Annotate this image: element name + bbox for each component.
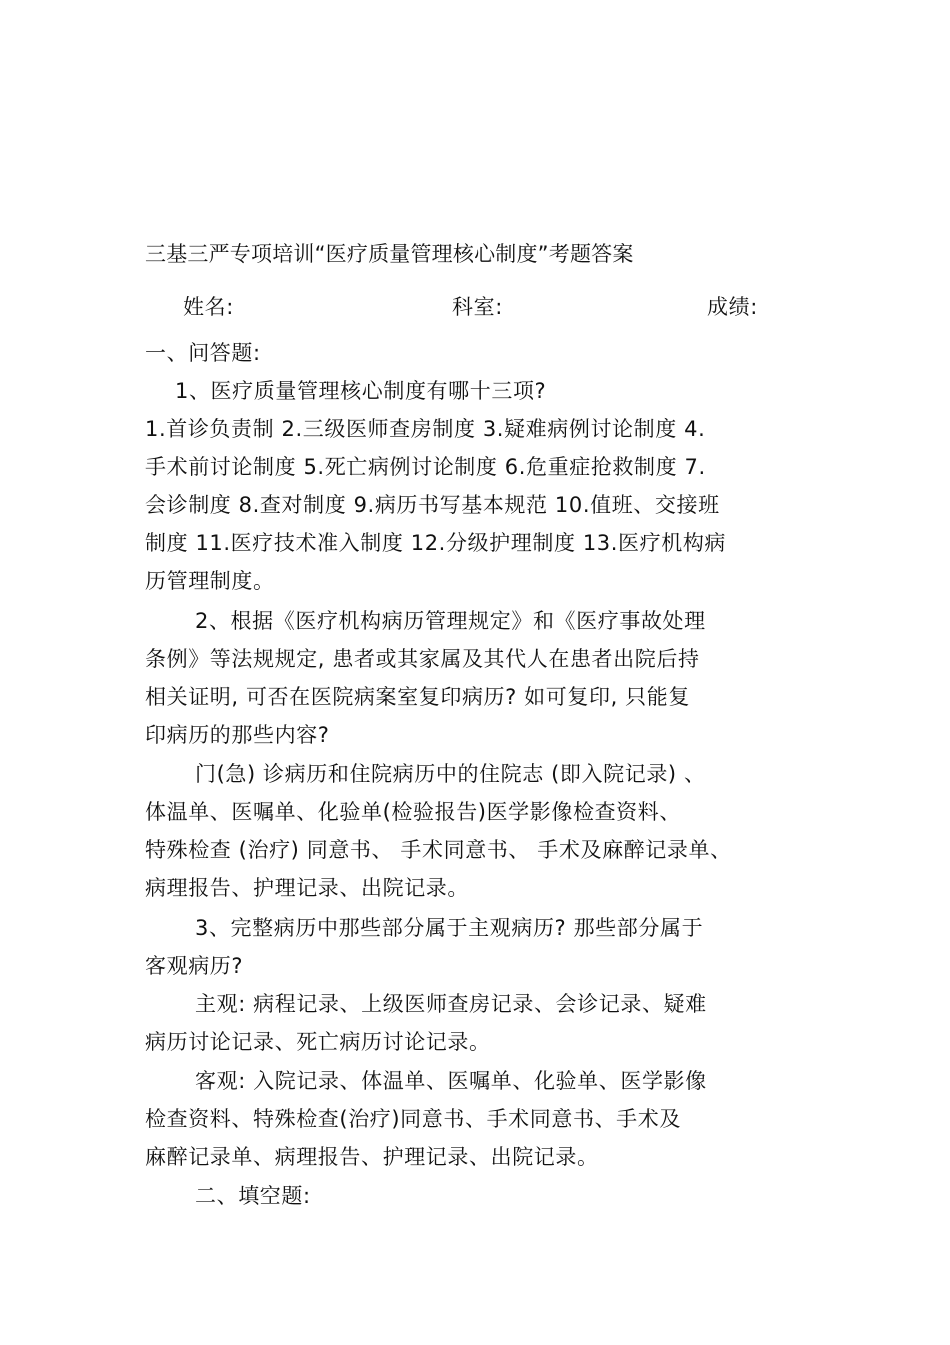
- objective-record-line: 客观: 入院记录、体温单、医嘱单、化验单、医学影像: [195, 1069, 707, 1093]
- question-2-line: 印病历的那些内容?: [145, 723, 330, 747]
- question-3-line: 3、完整病历中那些部分属于主观病历? 那些部分属于: [195, 916, 704, 940]
- answer-1-line: 历管理制度。: [145, 569, 275, 593]
- objective-record-line: 麻醉记录单、病理报告、护理记录、出院记录。: [145, 1145, 599, 1169]
- question-2-line: 2、根据《医疗机构病历管理规定》和《医疗事故处理: [195, 609, 706, 633]
- section-heading-fill-in: 二、填空题:: [195, 1184, 311, 1208]
- question-3-line: 客观病历?: [145, 954, 244, 978]
- answer-2-line: 体温单、医嘱单、化验单(检验报告)医学影像检查资料、: [145, 800, 681, 824]
- score-label: 成绩:: [707, 295, 758, 319]
- question-2-line: 相关证明, 可否在医院病案室复印病历? 如可复印, 只能复: [145, 685, 690, 709]
- subjective-record-line: 病历讨论记录、死亡病历讨论记录。: [145, 1030, 491, 1054]
- answer-1-line: 制度 11.医疗技术准入制度 12.分级护理制度 13.医疗机构病: [145, 531, 727, 555]
- question-2-line: 条例》等法规规定, 患者或其家属及其代人在患者出院后持: [145, 647, 700, 671]
- objective-record-line: 检查资料、特殊检查(治疗)同意书、手术同意书、手术及: [145, 1107, 681, 1131]
- answer-2-line: 特殊检查 (治疗) 同意书、 手术同意书、 手术及麻醉记录单、: [145, 838, 732, 862]
- section-heading-qa: 一、问答题:: [145, 341, 261, 365]
- question-1: 1、医疗质量管理核心制度有哪十三项?: [175, 379, 547, 403]
- name-label: 姓名:: [183, 295, 234, 319]
- subjective-record-line: 主观: 病程记录、上级医师查房记录、会诊记录、疑难: [195, 992, 707, 1016]
- answer-1-line: 手术前讨论制度 5.死亡病例讨论制度 6.危重症抢救制度 7.: [145, 455, 706, 479]
- document-title: 三基三严专项培训“医疗质量管理核心制度”考题答案: [145, 242, 634, 266]
- answer-1-line: 会诊制度 8.查对制度 9.病历书写基本规范 10.值班、交接班: [145, 493, 720, 517]
- answer-2-line: 病理报告、护理记录、出院记录。: [145, 876, 469, 900]
- answer-2-line: 门(急) 诊病历和住院病历中的住院志 (即入院记录) 、: [195, 762, 706, 786]
- answer-1-line: 1.首诊负责制 2.三级医师查房制度 3.疑难病例讨论制度 4.: [145, 417, 706, 441]
- department-label: 科室:: [452, 295, 503, 319]
